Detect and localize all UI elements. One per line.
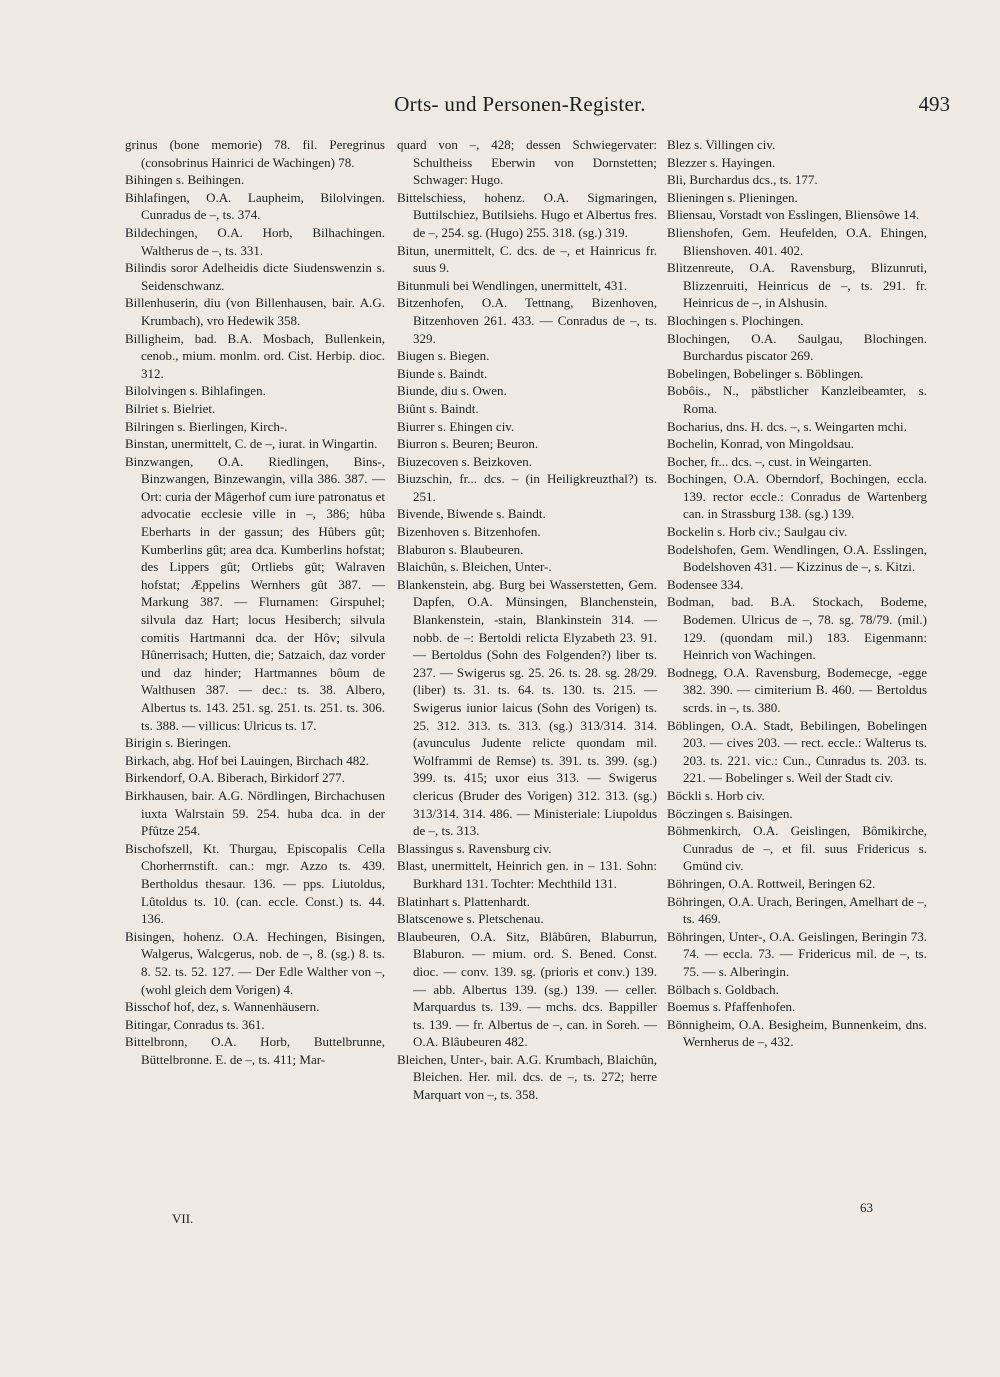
register-entry: Bodnegg, O.A. Ravensburg, Bodemecge, -egge 382. 390. — cimiterium B. 460. — Bertoldus scrds. in –, ts. 380. [667, 664, 927, 715]
register-entry: Böhringen, O.A. Rottweil, Beringen 62. [667, 875, 876, 891]
register-entry: Birkach, abg. Hof bei Lauingen, Birchach 482. [125, 752, 370, 768]
register-entry: Birkhausen, bair. A.G. Nördlingen, Birchachusen iuxta Walrstain 59. 254. huba dca. in der Pfûtze 254. [125, 787, 385, 839]
register-entry: Blaubeuren, O.A. Sitz, Blâbûren, Blaburrun, Blaburon. — mium. ord. S. Bened. Const. dioc. — conv. 139. sg. (prioris et conv.) 139. — abb. Albertus 139. (sg.) 139. — celler. Marquardus ts. 139. — mchs. dcs. Bappiller ts. 139. — fr. Albertus de –, can. in Soreh. — O.A. Blâubeuren 482. [397, 928, 657, 1050]
column-right [667, 136, 927, 1051]
register-entry: Blienshofen, Gem. Heufelden, O.A. Ehingen, Blienshoven. 401. 402. [667, 224, 927, 258]
register-entry: Bihingen s. Beihingen. [125, 172, 245, 188]
register-entry: Bodman, bad. B.A. Stockach, Bodeme, Bodemen. Ulricus de –, 78. sg. 78/79. (mil.) 129. (quondam mil.) 183. Eigenmann: Heinrich von Wachingen. [667, 594, 927, 663]
register-entry: Böhmenkirch, O.A. Geislingen, Bômikirche, Cunradus de –, et fil. suus Fridericus s. Gmünd civ. [667, 823, 927, 874]
register-entry: Boemus s. Pfaffenhofen. [667, 999, 796, 1015]
page-number: 493 [918, 92, 950, 116]
register-entry: Bilolvingen s. Bihlafingen. [125, 383, 266, 399]
register-entry: Bihlafingen, O.A. Laupheim, Bilolvingen. Cunradus de –, ts. 374. [125, 189, 385, 223]
register-entry: Bischofszell, Kt. Thurgau, Episcopalis Cella Chorherrnstift. can.: mgr. Azzo ts. 439. Bertholdus thesaur. 136. — pps. Liutoldus, Lûtoldus ts. 10. (can. eccle. Const.) ts. 44. 136. [125, 840, 385, 927]
register-entry: Böblingen, O.A. Stadt, Bebilingen, Bobelingen 203. — cives 203. — rect. eccle.: Walterus ts. 203. ts. 221. vic.: Cun., Cunradus ts. 203. ts. 221. — Bobelinger s. Weil der Stadt civ. [667, 717, 927, 786]
register-entry: Blitzenreute, O.A. Ravensburg, Blizunruti, Blizzenruiti, Heinricus de –, ts. 291. fr. Heinricus de –, in Alshusin. [667, 260, 927, 311]
register-entry: Böckli s. Horb civ. [667, 787, 765, 803]
register-entry: Bockelin s. Horb civ.; Saulgau civ. [667, 524, 848, 540]
register-entry: Bitzenhofen, O.A. Tettnang, Bizenhoven, Bitzenhoven 261. 433. — Conradus de –, ts. 329. [397, 295, 657, 346]
sheet-signature: VII. [172, 1211, 194, 1226]
register-entry: Bisschof hof, dez, s. Wannenhäusern. [125, 999, 320, 1015]
register-entry: Bivende, Biwende s. Baindt. [397, 506, 546, 522]
register-entry: Blankenstein, abg. Burg bei Wasserstetten, Gem. Dapfen, O.A. Münsingen, Blanchenstein, Blankenstein, -stain, Blankinstein 314. — nobb. de –: Bertoldi relicta Elyzabeth 23. 91. — Bertoldus (Sohn des Folgenden?) liber ts. 237. — Swigerus sg. 25. 26. ts. 28. sg. 28/29. (liber) ts. 31. ts. 64. ts. 130. ts. 215. — Swigerus iunior laicus (Sohn des Vorigen) ts. 25. 312. 313. ts. 313. (sg.) 313/314. 314. (avunculus Judente relicte quondam mil. Wolframmi de Remse) ts. 391. ts. 399. (sg.) 399. ts. 415; uxor eius 313. — Swigerus clericus (Bruder des Vorigen) 312. 313. (sg.) 313/314. 314. 486. — Ministeriale: Liupoldus de –, ts. 313. [397, 576, 657, 839]
column-left [125, 136, 385, 1068]
register-entry: Bodelshofen, Gem. Wendlingen, O.A. Esslingen, Bodelshoven 431. — Kizzinus de –, s. Kitzi. [667, 541, 927, 575]
register-entry: Böhringen, Unter-, O.A. Geislingen, Beringin 73. 74. — eccla. 73. — Fridericus mil. de –, ts. 75. — s. Alberingin. [667, 928, 927, 979]
register-entry: Biunde, diu s. Owen. [397, 383, 507, 399]
register-entry: Binzwangen, O.A. Riedlingen, Bins-, Binzwangen, Binzewangin, villa 386. 387. — Ort: curia der Mâgerhof cum iure patronatus et advocatie ecclesie ville in –, 386; hûba Eberharts in der gassun; des Hûbers gût; Kumberlins gût; area dca. Kumberlins hofstat; des Lippers gût; Ortliebs gût; Walraven hofstat; Æppelins Wernhers gût 387. — Markung 387. — Flurnamen: Girspuhel; silvula daz Hart; locus Hesiberch; silvula comitis Hartmanni dca. der Hôv; silvula Hûnerrisach; Hutten, die; Satzaich, daz vorder und daz hinder; Hartmannes bôum de Walthusen 387. — dec.: ts. 38. Albero, Albertus ts. 143. 251. sg. 251. ts. 251. ts. 306. ts. 388. — villicus: Ulricus ts. 17. [125, 453, 385, 733]
register-entry: Blatinhart s. Plattenhardt. [397, 893, 530, 909]
register-entry: Böczingen s. Baisingen. [667, 805, 793, 821]
register-entry: Bilriet s. Bielriet. [125, 400, 216, 416]
register-entry: Biuzecoven s. Beizkoven. [397, 453, 533, 469]
register-entry: Böhringen, O.A. Urach, Beringen, Amelhart de –, ts. 469. [667, 893, 927, 927]
register-entry: Bisingen, hohenz. O.A. Hechingen, Bisingen, Walgerus, Walcgerus, nob. de –, 8. (sg.) 8. ts. 8. 52. ts. 52. 127. — Der Edle Walther von –, (wohl gleich dem Vorigen) 4. [125, 928, 385, 997]
register-entry: Bliensau, Vorstadt von Esslingen, Bliensôwe 14. [667, 207, 920, 223]
register-entry: Birkendorf, O.A. Biberach, Birkidorf 277. [125, 770, 345, 786]
register-entry: Bilindis soror Adelheidis dicte Siudenswenzin s. Seidenschwanz. [125, 260, 385, 293]
register-entry: Blaburon s. Blaubeuren. [397, 541, 524, 557]
page-title: Orts- und Personen-Register. [394, 92, 646, 116]
column-middle [397, 136, 657, 1104]
register-entry: Billigheim, bad. B.A. Mosbach, Bullenkein, cenob., mium. monlm. ord. Cist. Herbip. dioc. 312. [125, 330, 385, 381]
register-entry: Bochelin, Konrad, von Mingoldsau. [667, 436, 855, 452]
register-entry: Biunde s. Baindt. [397, 365, 488, 381]
register-entry: Bizenhoven s. Bitzenhofen. [397, 524, 541, 540]
register-entry: Biurrer s. Ehingen civ. [397, 418, 515, 434]
register-entry: Birigin s. Bieringen. [125, 735, 232, 751]
register-entry: Bittelschiess, hohenz. O.A. Sigmaringen, Buttilschiez, Butilsiehs. Hugo et Albertus fres. de –, 254. sg. (Hugo) 255. 318. (sg.) 319. [397, 189, 657, 240]
register-entry: Binstan, unermittelt, C. de –, iurat. in Wingartin. [125, 436, 378, 452]
register-entry: Bli, Burchardus dcs., ts. 177. [667, 172, 818, 188]
register-entry: Blieningen s. Plieningen. [667, 189, 798, 205]
register-entry: Bobôis., N., päbstlicher Kanzleibeamter, s. Roma. [667, 383, 927, 416]
register-entry: Bildechingen, O.A. Horb, Bilhachingen. Waltherus de –, ts. 331. [125, 224, 385, 258]
register-entry: quard von –, 428; dessen Schwiegervater: Schultheiss Eberwin von Dornstetten; Schwager: Hugo. [397, 137, 657, 188]
register-entry: Bitun, unermittelt, C. dcs. de –, et Hainricus fr. suus 9. [397, 242, 657, 276]
register-entry: Bilringen s. Bierlingen, Kirch-. [125, 418, 288, 434]
register-entry: Blez s. Villingen civ. [667, 137, 776, 152]
register-entry: Blast, unermittelt, Heinrich gen. in – 131. Sohn: Burkhard 131. Tochter: Mechthild 131. [397, 858, 657, 891]
register-entry: Bitingar, Conradus ts. 361. [125, 1016, 265, 1032]
register-entry: Blatscenowe s. Pletschenau. [397, 911, 544, 927]
register-entry: grinus (bone memorie) 78. fil. Peregrinus (consobrinus Hainrici de Wachingen) 78. [125, 137, 385, 170]
register-entry: Bölbach s. Goldbach. [667, 981, 779, 997]
register-entry: Bitunmuli bei Wendlingen, unermittelt, 431. [397, 277, 628, 293]
register-entry: Bittelbronn, O.A. Horb, Buttelbrunne, Büttelbronne. E. de –, ts. 411; Mar- [125, 1034, 385, 1067]
register-entry: Blassingus s. Ravensburg civ. [397, 840, 552, 856]
register-entry: Bocher, fr... dcs. –, cust. in Weingarten. [667, 453, 872, 469]
register-entry: Biûnt s. Baindt. [397, 400, 479, 416]
sheet-number: 63 [860, 1200, 873, 1215]
register-entry: Bodensee 334. [667, 576, 744, 592]
register-entry: Bönnigheim, O.A. Besigheim, Bunnenkeim, dns. Wernherus de –, 432. [667, 1016, 927, 1050]
register-entry: Bocharius, dns. H. dcs. –, s. Weingarten mchi. [667, 418, 907, 434]
register-entry: Blezzer s. Hayingen. [667, 154, 776, 170]
register-entry: Bobelingen, Bobelinger s. Böblingen. [667, 365, 864, 381]
register-entry: Blochingen, O.A. Saulgau, Blochingen. Burchardus piscator 269. [667, 330, 927, 364]
register-entry: Bochingen, O.A. Oberndorf, Bochingen, eccla. 139. rector eccle.: Conradus de Wartenberg can. in Strassburg 138. (sg.) 139. [667, 471, 927, 522]
register-entry: Blochingen s. Plochingen. [667, 312, 804, 328]
register-entry: Bleichen, Unter-, bair. A.G. Krumbach, Blaichûn, Bleichen. Her. mil. dcs. de –, ts. 272; herre Marquart von –, ts. 358. [397, 1051, 657, 1103]
register-entry: Biugen s. Biegen. [397, 348, 490, 364]
register-entry: Biurron s. Beuren; Beuron. [397, 436, 539, 452]
register-entry: Blaichûn, s. Bleichen, Unter-. [397, 559, 552, 575]
register-entry: Billenhuserin, diu (von Billenhausen, bair. A.G. Krumbach), vro Hedewik 358. [125, 295, 385, 328]
register-entry: Biuzschin, fr... dcs. – (in Heiligkreuzthal?) ts. 251. [397, 471, 657, 504]
